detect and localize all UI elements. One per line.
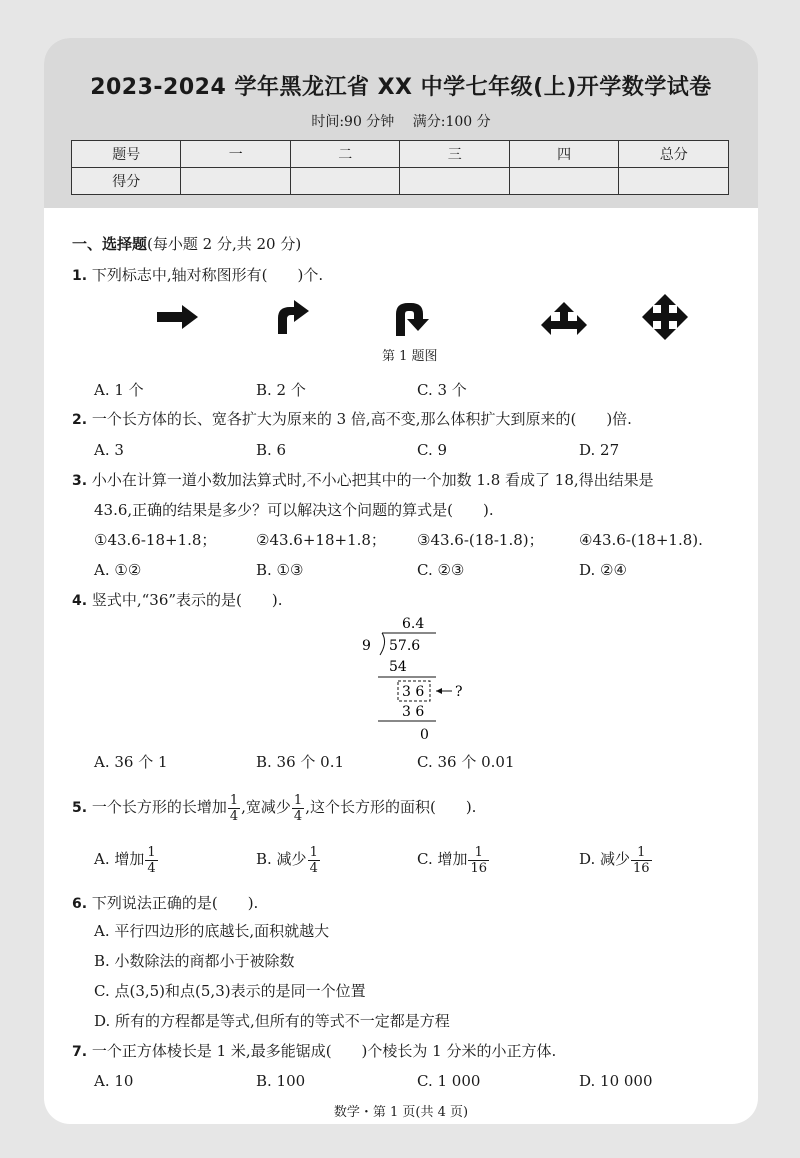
q1-signs: [144, 294, 704, 340]
option-fraction: $\frac{1}{16}$: [470, 844, 488, 876]
exam-info: [44, 111, 758, 131]
step-product-2: 3 6: [402, 704, 425, 720]
fraction-one-quarter: $\frac{1}{4}$: [229, 792, 239, 824]
final-remainder: 0: [420, 727, 429, 743]
option-d[interactable]: D. 27: [579, 441, 620, 459]
score-input-cell[interactable]: [619, 168, 729, 195]
option-c[interactable]: C. ②③: [417, 561, 465, 579]
score-table-score-row: [72, 168, 729, 195]
question-3: [72, 470, 654, 491]
question-1: [72, 265, 323, 286]
option-a[interactable]: [94, 843, 159, 876]
option-b[interactable]: B. 2 个: [256, 381, 306, 399]
question-text-line1: 小小在计算一道小数加法算式时,不小心把其中的一个加数 1.8 看成了 18,得出结果是: [91, 471, 654, 489]
question-2: [72, 409, 632, 430]
quotient: 6.4: [402, 616, 425, 632]
question-text-line2: 43.6,正确的结果是多少？可以解决这个问题的算式是( ).: [94, 501, 494, 519]
question-text: 竖式中,“36”表示的是( ).: [91, 591, 283, 609]
score-cell: 三: [400, 141, 509, 168]
score-table: [71, 140, 729, 195]
page-footer: 数学・第 1 页(共 4 页): [333, 1105, 469, 1120]
option-b[interactable]: B. 36 个 0.1: [256, 753, 345, 771]
score-cell: 得分: [72, 168, 181, 195]
exam-full-score: 满分:100 分: [412, 114, 491, 130]
expression-1: ①43.6-18+1.8；: [94, 531, 217, 549]
question-number: 2.: [72, 412, 88, 428]
question-text-part1: 一个长方形的长增加: [91, 798, 227, 816]
four-way-sign-icon: [642, 294, 688, 340]
t-junction-sign-icon: [541, 302, 587, 335]
score-cell: 总分: [619, 141, 729, 168]
option-c[interactable]: C. 36 个 0.01: [417, 753, 515, 771]
score-input-cell[interactable]: [181, 168, 290, 195]
division-bracket: [380, 633, 385, 655]
page-title: 2023-2024 学年黑龙江省 XX 中学七年级(上)开学数学试卷: [90, 75, 712, 100]
step-product: 54: [389, 659, 407, 675]
u-turn-sign-icon: [396, 303, 429, 336]
expression-3: ③43.6-(18-1.8)；: [417, 531, 544, 549]
score-input-cell[interactable]: [509, 168, 618, 195]
question-number: 5.: [72, 800, 88, 816]
option-c[interactable]: C. 9: [417, 441, 448, 459]
option-a[interactable]: A. ①②: [94, 561, 142, 579]
option-a[interactable]: A. 36 个 1: [94, 753, 168, 771]
question-number: 1.: [72, 268, 88, 284]
option-b[interactable]: [256, 843, 321, 876]
arrow-right-sign-icon: [157, 305, 198, 329]
score-cell: 四: [509, 141, 618, 168]
divisor: 9: [362, 638, 371, 654]
score-cell: 二: [290, 141, 399, 168]
question-text: 一个正方体棱长是 1 米,最多能锯成( )个棱长为 1 分米的小正方体.: [91, 1042, 557, 1060]
question-text-part2: ,宽减少: [241, 798, 291, 816]
option-b[interactable]: B. 100: [256, 1072, 306, 1090]
score-input-cell[interactable]: [400, 168, 509, 195]
option-a[interactable]: A. 3: [94, 441, 124, 459]
option-c[interactable]: C. 点(3,5)和点(5,3)表示的是同一个位置: [94, 982, 366, 1000]
question-4: [72, 590, 283, 611]
question-text: 下列说法正确的是( ).: [91, 894, 259, 912]
option-label: C. 增加: [417, 850, 468, 868]
score-cell: 题号: [72, 141, 181, 168]
option-b[interactable]: B. ①③: [256, 561, 304, 579]
option-fraction: $\frac{1}{16}$: [633, 844, 650, 876]
option-a[interactable]: A. 1 个: [94, 381, 144, 399]
question-number: 3.: [72, 473, 88, 489]
question-7: [72, 1041, 556, 1062]
question-number: 7.: [72, 1044, 88, 1060]
score-cell: 一: [181, 141, 290, 168]
option-label: B. 减少: [256, 850, 307, 868]
option-c[interactable]: [417, 843, 490, 876]
exam-sheet: [44, 38, 758, 1124]
question-text: 下列标志中,轴对称图形有( )个.: [91, 266, 324, 284]
score-input-cell[interactable]: [290, 168, 399, 195]
option-d[interactable]: D. 10 000: [579, 1072, 653, 1090]
section-heading: [72, 234, 301, 254]
question-text-part3: ,这个长方形的面积( ).: [305, 798, 477, 816]
fraction-one-quarter: $\frac{1}{4}$: [293, 792, 303, 824]
arrow-head-icon: [436, 688, 442, 694]
exam-time: 时间:90 分钟: [311, 114, 395, 130]
expression-2: ②43.6+18+1.8；: [256, 531, 386, 549]
turn-right-sign-icon: [278, 300, 309, 334]
option-d[interactable]: D. 所有的方程都是等式,但所有的等式不一定都是方程: [94, 1012, 450, 1030]
option-c[interactable]: C. 3 个: [417, 381, 467, 399]
question-6: [72, 893, 258, 914]
q1-caption: 第 1 题图: [382, 349, 438, 364]
option-d[interactable]: D. ②④: [579, 561, 627, 579]
highlighted-remainder: 3 6: [402, 684, 425, 700]
score-table-header-row: [72, 141, 729, 168]
option-fraction: $\frac{1}{4}$: [309, 844, 318, 876]
question-number: 6.: [72, 896, 88, 912]
dividend: 57.6: [389, 638, 421, 654]
option-c[interactable]: C. 1 000: [417, 1072, 481, 1090]
section-title: 一、选择题: [72, 235, 148, 253]
section-note: (每小题 2 分,共 20 分): [147, 235, 302, 253]
long-division: [344, 614, 504, 750]
option-d[interactable]: [579, 843, 653, 876]
option-fraction: $\frac{1}{4}$: [147, 844, 156, 876]
option-b[interactable]: B. 小数除法的商都小于被除数: [94, 952, 295, 970]
question-number: 4.: [72, 593, 88, 609]
option-label: D. 减少: [579, 850, 631, 868]
option-a[interactable]: A. 平行四边形的底越长,面积就越大: [94, 922, 330, 940]
option-label: A. 增加: [94, 850, 145, 868]
expression-4: ④43.6-(18+1.8).: [579, 531, 703, 549]
option-a[interactable]: A. 10: [94, 1072, 134, 1090]
option-b[interactable]: B. 6: [256, 441, 287, 459]
question-text: 一个长方体的长、宽各扩大为原来的 3 倍,高不变,那么体积扩大到原来的( )倍.: [91, 410, 632, 428]
question-5: [72, 791, 476, 824]
question-marker: ?: [455, 684, 463, 700]
